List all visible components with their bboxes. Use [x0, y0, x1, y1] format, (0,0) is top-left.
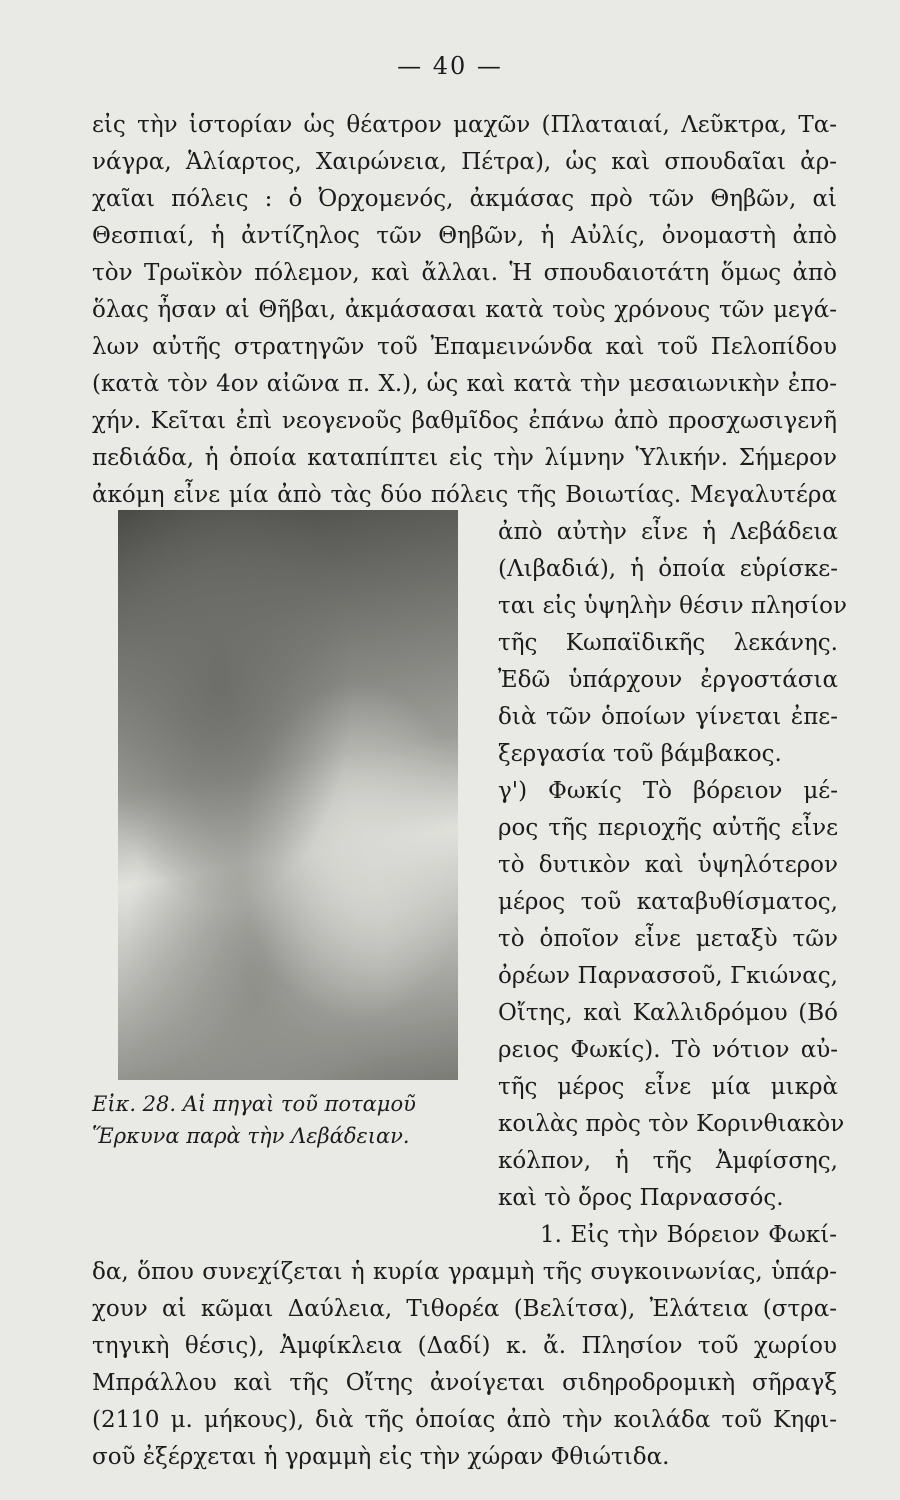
text-line: ἀκόμη εἶνε μία ἀπὸ τὰς δύο πόλεις τῆς Βοιωτίας. Μεγαλυτέρα [92, 482, 837, 508]
text-line: χουν αἱ κῶμαι Δαύλεια, Τιθορέα (Βελίτσα), Ἐλάτεια (στρα- [92, 1296, 837, 1322]
text-line-right: ξεργασία τοῦ βάμβακος. [498, 741, 782, 767]
text-line: λων αὐτῆς στρατηγῶν τοῦ Ἐπαμεινώνδα καὶ τοῦ Πελοπίδου [92, 334, 837, 360]
figure-photo-herkyna-springs [118, 510, 458, 1080]
text-line-right: ρειος Φωκίς). Τὸ νότιον αὐ- [498, 1037, 838, 1063]
text-line: (2110 μ. μήκους), διὰ τῆς ὁποίας ἀπὸ τὴν κοιλάδα τοῦ Κηφι- [92, 1407, 837, 1433]
text-line-right: γ') Φωκίς Τὸ βόρειον μέ- [498, 778, 838, 804]
text-line-right: ὀρέων Παρνασσοῦ, Γκιώνας, [498, 963, 838, 989]
text-line-right: (Λιβαδιά), ἡ ὁποία εὑρίσκε- [498, 556, 838, 582]
text-line: ὅλας ἦσαν αἱ Θῆβαι, ἀκμάσασαι κατὰ τοὺς χρόνους τῶν μεγά- [92, 297, 837, 323]
text-line-right: μέρος τοῦ καταβυθίσματος, [498, 889, 838, 915]
text-line: Μπράλλου καὶ τῆς Οἴτης ἀνοίγεται σιδηροδρομικὴ σῆραγξ [92, 1370, 837, 1396]
text-line-right: ται εἰς ὑψηλὴν θέσιν πλησίον [498, 593, 847, 619]
text-line: εἰς τὴν ἱστορίαν ὡς θέατρον μαχῶν (Πλαταιαί, Λεῦκτρα, Τα- [92, 112, 837, 138]
text-line-right: τῆς μέρος εἶνε μία μικρὰ [498, 1074, 838, 1100]
text-line: τὸν Τρωϊκὸν πόλεμον, καὶ ἄλλαι. Ἡ σπουδαιοτάτη ὅμως ἀπὸ [92, 260, 837, 286]
text-line: τηγικὴ θέσις), Ἀμφίκλεια (Δαδί) κ. ἄ. Πλησίον τοῦ χωρίου [92, 1333, 837, 1359]
text-line-right: Ἐδῶ ὑπάρχουν ἐργοστάσια [498, 667, 838, 693]
text-line: 1. Εἰς τὴν Βόρειον Φωκί- [540, 1222, 837, 1248]
text-line-right: κόλπον, ἡ τῆς Ἀμφίσσης, [498, 1148, 838, 1174]
figure-caption-line: Εἰκ. 28. Αἱ πηγαὶ τοῦ ποταμοῦ [92, 1092, 416, 1116]
text-line: (κατὰ τὸν 4ον αἰῶνα π. Χ.), ὡς καὶ κατὰ τὴν μεσαιωνικὴν ἐπο- [92, 371, 837, 397]
text-line: χήν. Κεῖται ἐπὶ νεογενοῦς βαθμῖδος ἐπάνω ἀπὸ προσχωσιγενῆ [92, 408, 837, 434]
text-line-right: Οἴτης, καὶ Καλλιδρόμου (Βό [498, 1000, 838, 1026]
text-line-right: τῆς Κωπαϊδικῆς λεκάνης. [498, 630, 838, 656]
text-line-right: τὸ δυτικὸν καὶ ὑψηλότερον [498, 852, 838, 878]
text-line-right: τὸ ὁποῖον εἶνε μεταξὺ τῶν [498, 926, 838, 952]
text-line: χαῖαι πόλεις : ὁ Ὀρχομενός, ἀκμάσας πρὸ τῶν Θηβῶν, αἱ [92, 186, 837, 212]
page-number: — 40 — [397, 52, 503, 80]
figure-caption-line: Ἕρκυνα παρὰ τὴν Λεβάδειαν. [92, 1124, 410, 1148]
text-line-right: κοιλὰς πρὸς τὸν Κορινθιακὸν [498, 1111, 845, 1137]
text-line-right: ἀπὸ αὐτὴν εἶνε ἡ Λεβάδεια [498, 519, 838, 545]
text-line-right: καὶ τὸ ὄρος Παρνασσός. [498, 1185, 784, 1211]
text-line: πεδιάδα, ἡ ὁποία καταπίπτει εἰς τὴν λίμνην Ὑλικήν. Σήμερον [92, 445, 837, 471]
text-line: δα, ὅπου συνεχίζεται ἡ κυρία γραμμὴ τῆς συγκοινωνίας, ὑπάρ- [92, 1259, 837, 1285]
text-line: Θεσπιαί, ἡ ἀντίζηλος τῶν Θηβῶν, ἡ Αὐλίς, ὀνομαστὴ ἀπὸ [92, 223, 837, 249]
text-line-right: διὰ τῶν ὁποίων γίνεται ἐπε- [498, 704, 838, 730]
text-line: σοῦ ἐξέρχεται ἡ γραμμὴ εἰς τὴν χώραν Φθιώτιδα. [92, 1444, 670, 1470]
text-line: νάγρα, Ἁλίαρτος, Χαιρώνεια, Πέτρα), ὡς καὶ σπουδαῖαι ἀρ- [92, 149, 837, 175]
text-line-right: ρος τῆς περιοχῆς αὐτῆς εἶνε [498, 815, 838, 841]
